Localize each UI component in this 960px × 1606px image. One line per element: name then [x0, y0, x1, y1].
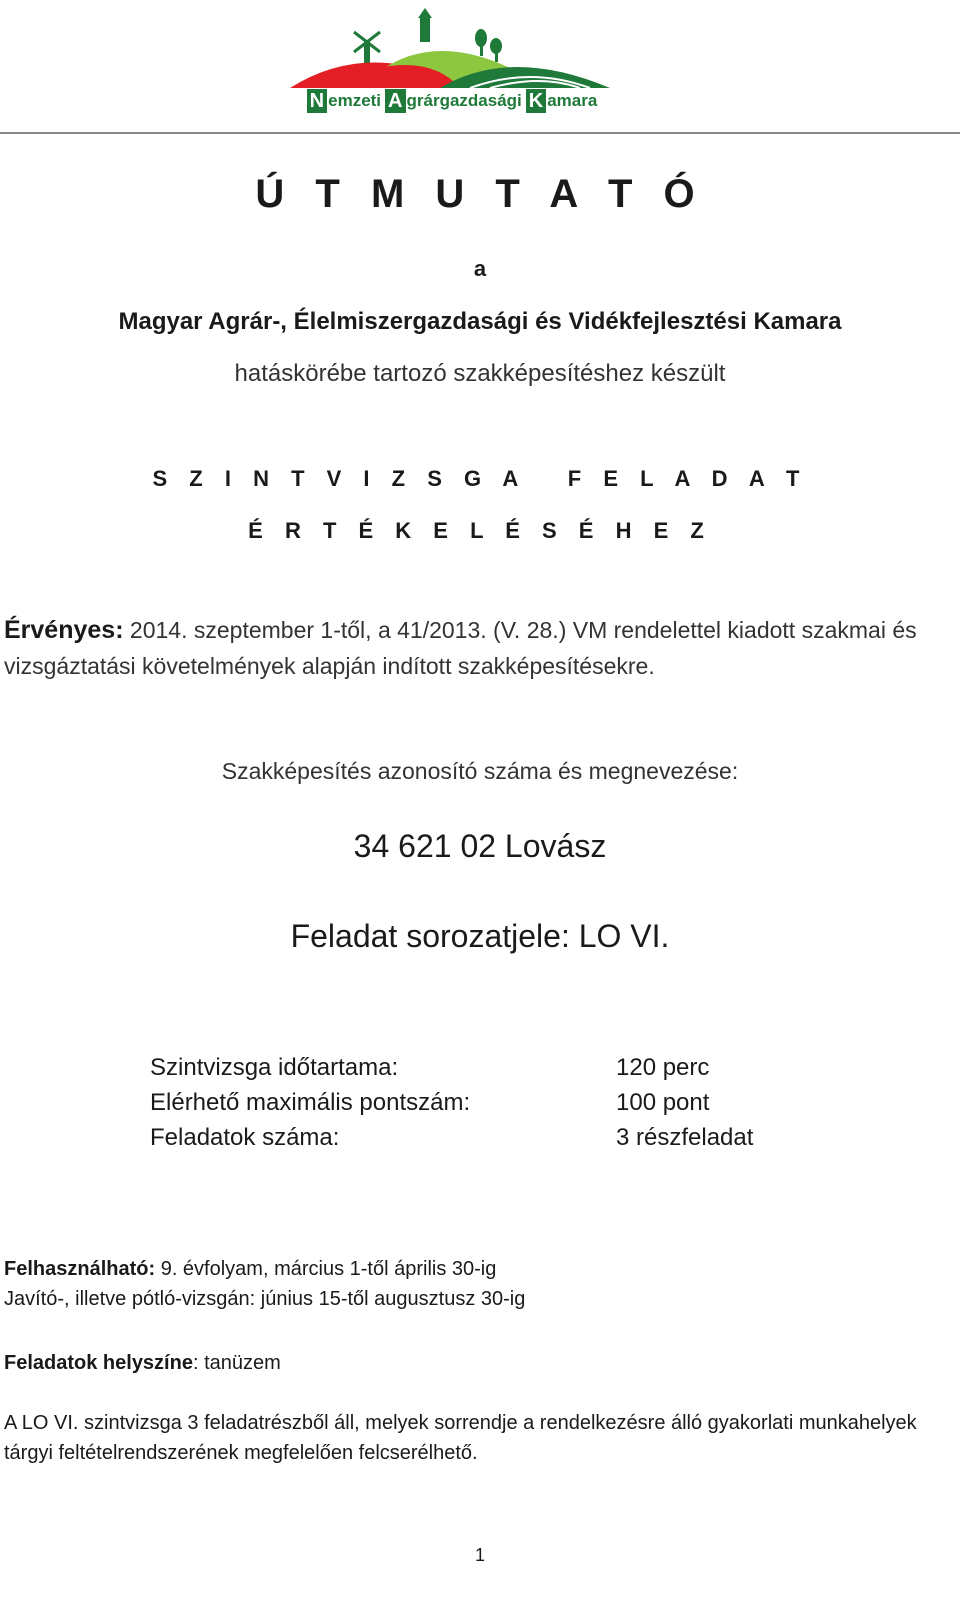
max-score-value: 100 pont [616, 1089, 710, 1116]
description-paragraph: A LO VI. szintvizsga 3 feladatrészből áll, melyek sorrendje a rendelkezésre álló gyakorlati munkahelyek tárgyi feltételrendszerének megfelelően felcserélhető. [4, 1412, 917, 1464]
validity-text: 2014. szeptember 1-től, a 41/2013. (V. 28.) VM rendelettel kiadott szakmai és vizsgáztatási követelmények alapján indított szakképesítésekre. [4, 617, 917, 679]
qualification-label: Szakképesítés azonosító száma és megnevezése: [221, 758, 739, 784]
location-text: : tanüzem [192, 1352, 281, 1374]
page-number: 1 [474, 1545, 485, 1565]
logo-word-2: grárgazdasági [406, 91, 522, 110]
task-count-value: 3 részfeladat [616, 1124, 754, 1151]
usable-label: Felhasználható: [4, 1258, 156, 1280]
duration-value: 120 perc [616, 1054, 710, 1081]
chamber-logo [290, 6, 610, 116]
logo-cap-2: A [385, 89, 405, 113]
usable-line [4, 1254, 934, 1284]
logo-wordmark [290, 86, 610, 116]
exam-heading-line-2: É R T É K E L É S É H E Z [248, 518, 712, 543]
logo-word-3: amara [547, 91, 598, 110]
usable-text: 9. évfolyam, március 1-től április 30-ig [155, 1258, 497, 1280]
validity-paragraph [4, 612, 934, 684]
info-values [616, 1050, 753, 1155]
article-line: a [473, 256, 487, 281]
header-divider [0, 132, 960, 134]
task-count-label: Feladatok száma: [150, 1124, 340, 1151]
location-label: Feladatok helyszíne [4, 1352, 193, 1374]
usage-block [4, 1254, 934, 1314]
logo-graphic [290, 6, 610, 88]
exam-heading-line-1: S Z I N T V I Z S G A F E L A D A T [152, 466, 808, 491]
duration-label: Szintvizsga időtartama: [150, 1054, 399, 1081]
max-score-label: Elérhető maximális pontszám: [150, 1089, 471, 1116]
location-line [4, 1348, 934, 1378]
subtitle: hatáskörébe tartozó szakképesítéshez készült [234, 360, 726, 387]
info-labels [150, 1050, 470, 1155]
retake-line: Javító-, illetve pótló-vizsgán: június 15-től augusztusz 30-ig [4, 1288, 526, 1310]
validity-label: Érvényes: [4, 616, 124, 644]
document-title: Ú T M U T A T Ó [255, 172, 705, 216]
logo-cap-3: K [526, 89, 546, 113]
task-series: Feladat sorozatjele: LO VI. [290, 918, 670, 954]
organization-name: Magyar Agrár-, Élelmiszergazdasági és Vidékfejlesztési Kamara [118, 308, 842, 335]
qualification-id: 34 621 02 Lovász [353, 828, 607, 864]
logo-cap-1: N [307, 89, 327, 113]
logo-word-1: emzeti [328, 91, 382, 110]
